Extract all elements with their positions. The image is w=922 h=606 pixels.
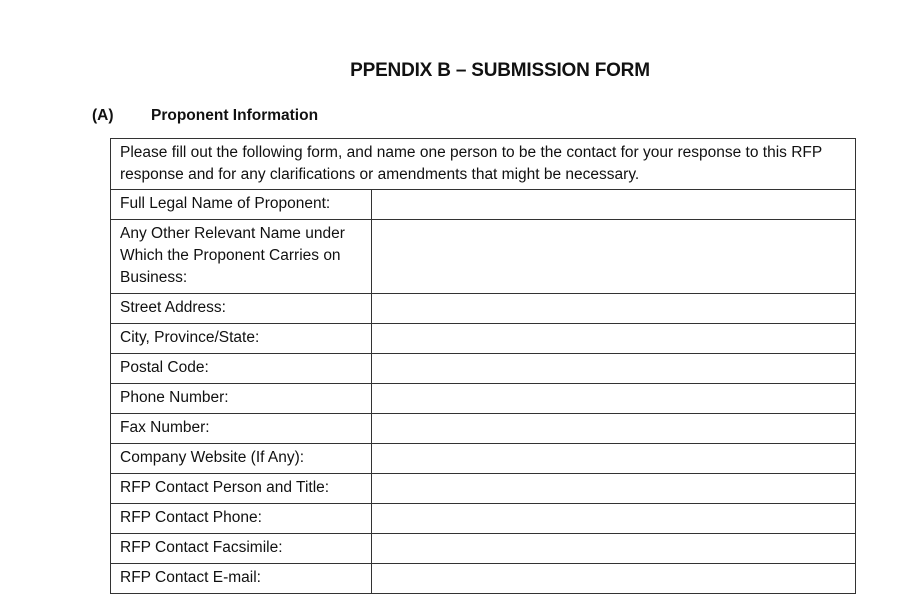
field-value-phone[interactable] xyxy=(372,384,856,414)
field-label-contact-phone: RFP Contact Phone: xyxy=(111,504,372,534)
table-row xyxy=(111,324,856,354)
section-title: Proponent Information xyxy=(151,107,319,124)
field-label-street-address: Street Address: xyxy=(111,294,372,324)
table-row xyxy=(111,190,856,220)
table-row xyxy=(111,384,856,414)
field-label-contact-email: RFP Contact E-mail: xyxy=(111,564,372,594)
table-row xyxy=(111,354,856,384)
field-value-fax[interactable] xyxy=(372,414,856,444)
field-label-postal-code: Postal Code: xyxy=(111,354,372,384)
form-instructions: Please fill out the following form, and name one person to be the contact for your response to this RFP response and for any clarifications or amendments that might be necessary. xyxy=(111,139,856,190)
field-value-contact-phone[interactable] xyxy=(372,504,856,534)
document-title: PPENDIX B – SUBMISSION FORM xyxy=(350,60,650,81)
field-value-city[interactable] xyxy=(372,324,856,354)
field-value-postal-code[interactable] xyxy=(372,354,856,384)
field-value-other-name[interactable] xyxy=(372,220,856,294)
field-value-street-address[interactable] xyxy=(372,294,856,324)
section-letter: (A) xyxy=(92,107,114,124)
field-value-website[interactable] xyxy=(372,444,856,474)
table-row xyxy=(111,564,856,594)
field-label-contact-person: RFP Contact Person and Title: xyxy=(111,474,372,504)
field-value-contact-person[interactable] xyxy=(372,474,856,504)
field-label-city: City, Province/State: xyxy=(111,324,372,354)
field-value-legal-name[interactable] xyxy=(372,190,856,220)
field-label-fax: Fax Number: xyxy=(111,414,372,444)
field-label-phone: Phone Number: xyxy=(111,384,372,414)
table-row xyxy=(111,444,856,474)
field-label-contact-fax: RFP Contact Facsimile: xyxy=(111,534,372,564)
table-row xyxy=(111,504,856,534)
table-row xyxy=(111,534,856,564)
field-value-contact-fax[interactable] xyxy=(372,534,856,564)
table-row xyxy=(111,474,856,504)
field-label-website: Company Website (If Any): xyxy=(111,444,372,474)
table-row xyxy=(111,294,856,324)
field-label-other-name: Any Other Relevant Name under Which the Proponent Carries on Business: xyxy=(111,220,372,294)
proponent-info-table xyxy=(110,138,856,594)
table-row xyxy=(111,414,856,444)
field-value-contact-email[interactable] xyxy=(372,564,856,594)
section-heading xyxy=(92,107,318,125)
field-label-legal-name: Full Legal Name of Proponent: xyxy=(111,190,372,220)
table-row xyxy=(111,220,856,294)
